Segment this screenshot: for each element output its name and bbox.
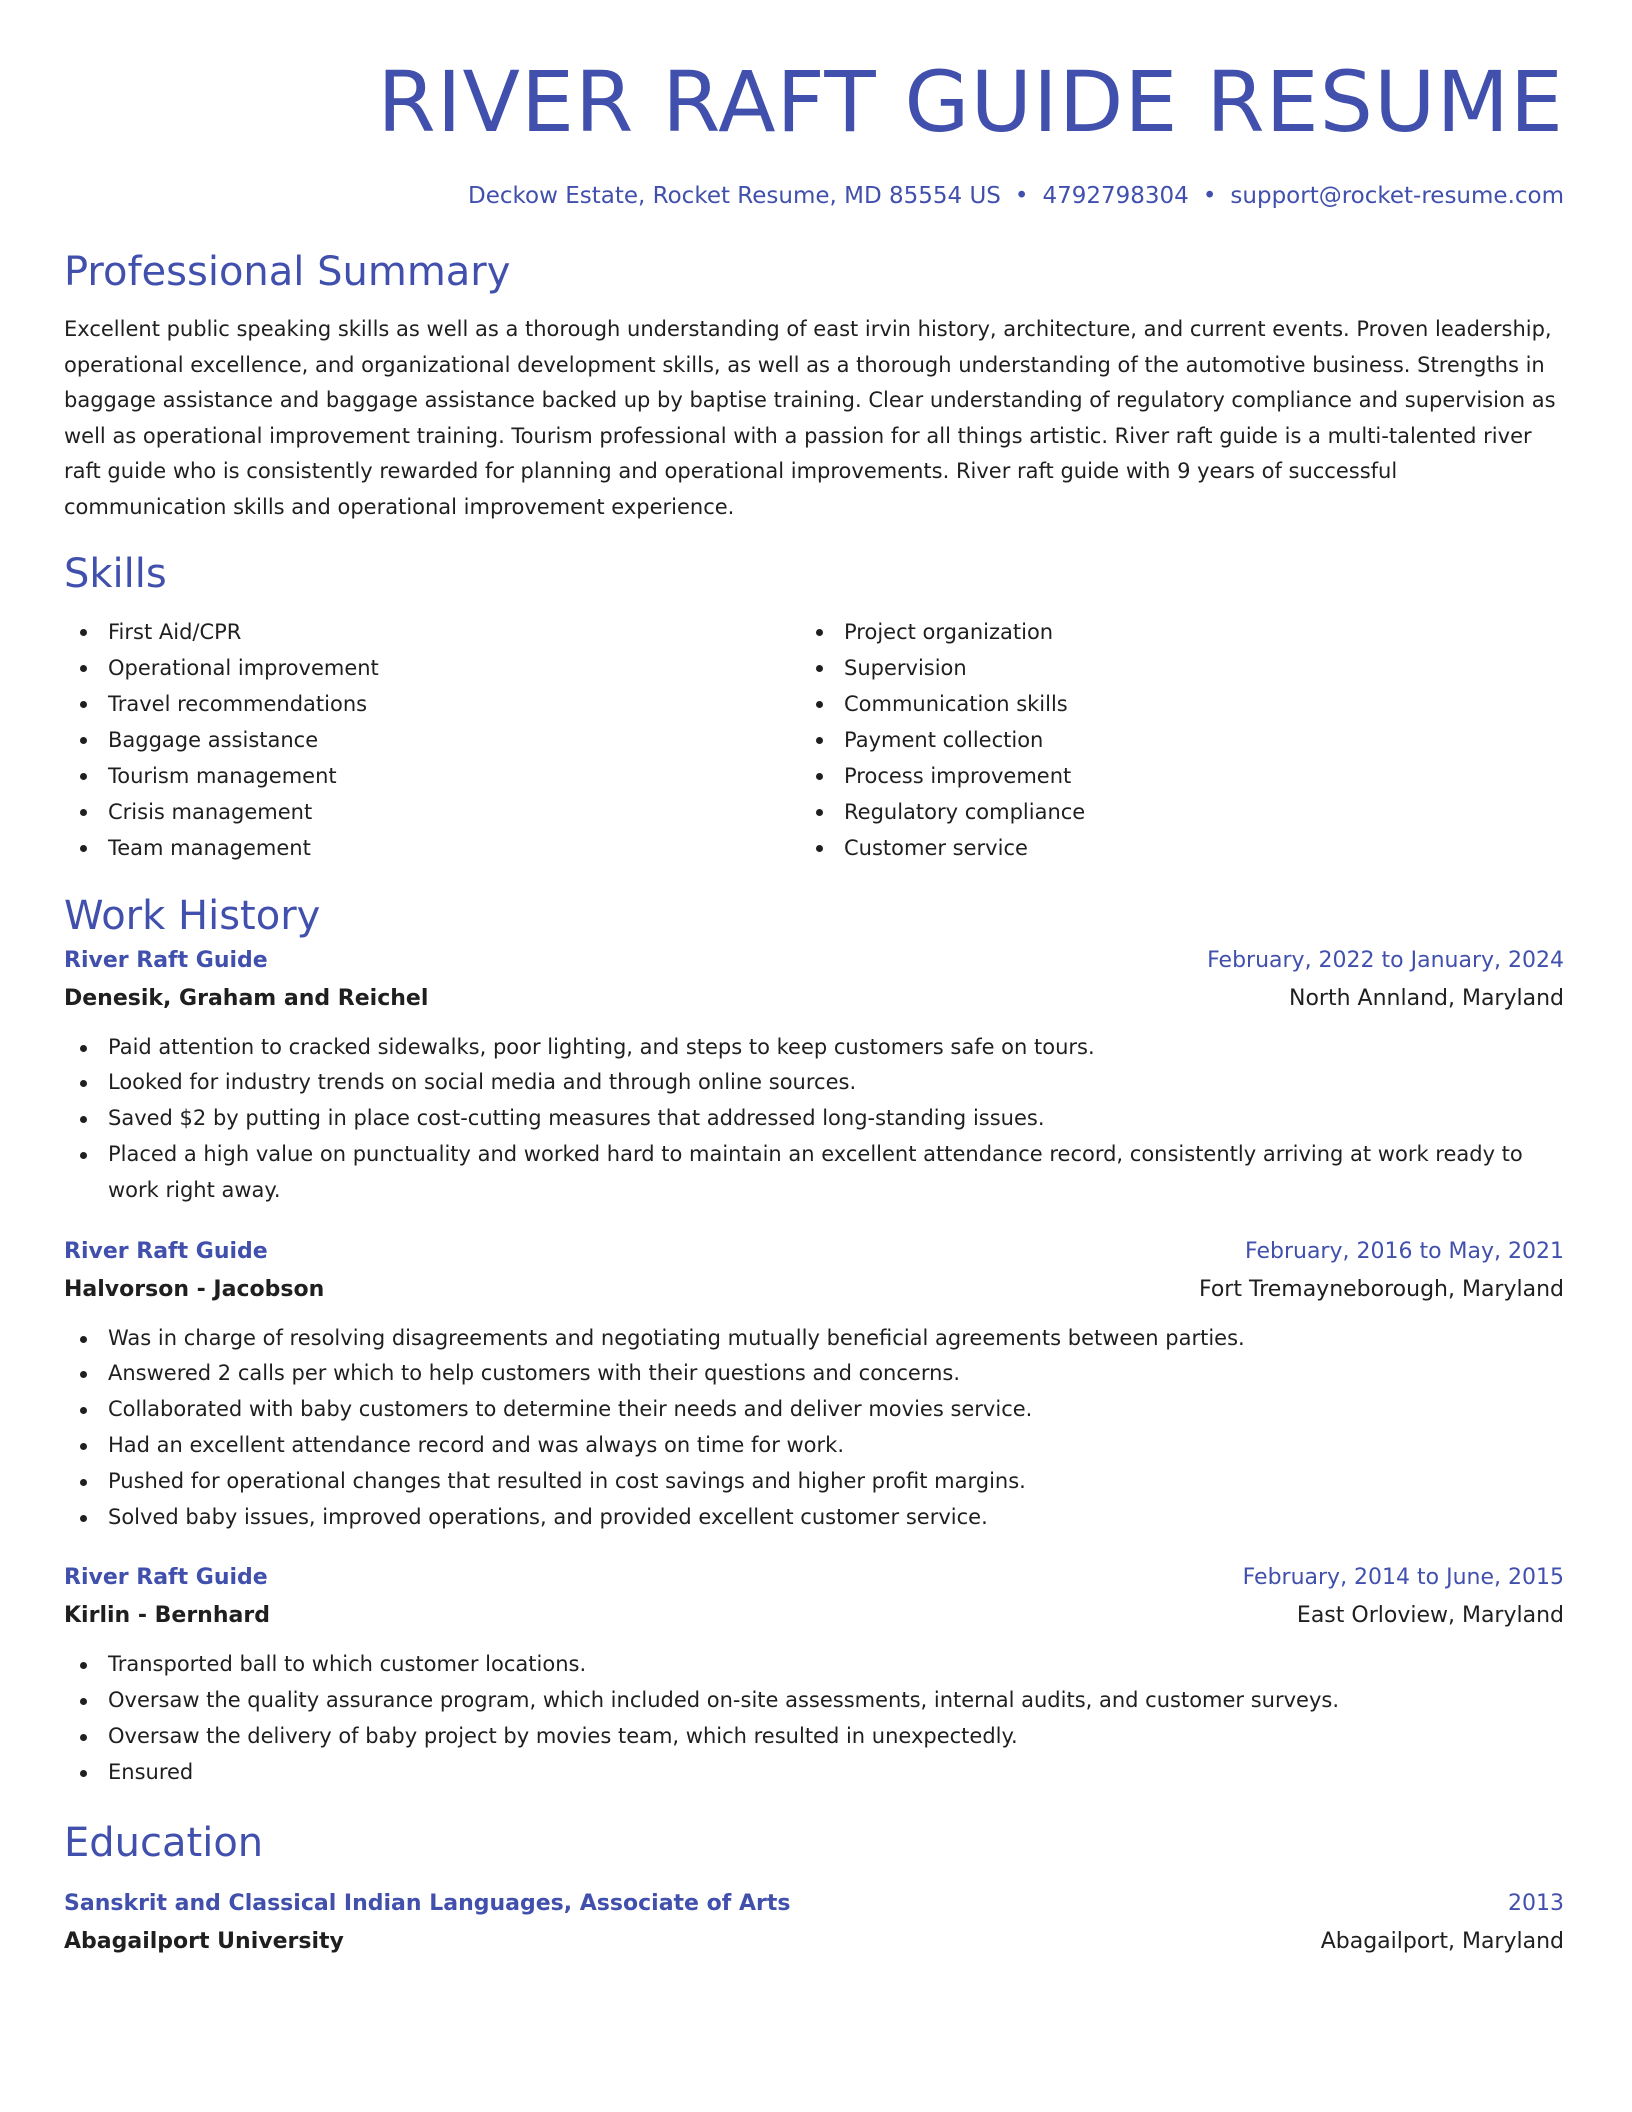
- job-company: Kirlin - Bernhard: [64, 1603, 270, 1629]
- job-dates: February, 2016 to May, 2021: [1245, 1238, 1564, 1264]
- job-dates: February, 2014 to June, 2015: [1242, 1565, 1564, 1591]
- skill-item: Process improvement: [800, 758, 1536, 794]
- job-duty-item: Was in charge of resolving disagreements and negotiating mutually beneficial agreements between parties.: [64, 1321, 1524, 1357]
- skill-item: First Aid/CPR: [64, 614, 800, 650]
- skill-item: Project organization: [800, 614, 1536, 650]
- contact-address: Deckow Estate, Rocket Resume, MD 85554 US: [468, 183, 1001, 209]
- skills-list-left: [64, 614, 800, 866]
- job-duty-item: Ensured: [64, 1755, 1524, 1791]
- education-school: Abagailport University: [64, 1928, 344, 1954]
- skill-item: Communication skills: [800, 686, 1536, 722]
- skill-item: Operational improvement: [64, 650, 800, 686]
- job-entry: [64, 942, 1564, 1209]
- job-dates: February, 2022 to January, 2024: [1207, 947, 1564, 973]
- skill-item: Travel recommendations: [64, 686, 800, 722]
- job-company: Denesik, Graham and Reichel: [64, 985, 429, 1011]
- skill-item: Supervision: [800, 650, 1536, 686]
- skill-item: Regulatory compliance: [800, 794, 1536, 830]
- education-subheader: [64, 1923, 1564, 1961]
- work-history-heading: Work History: [64, 892, 321, 939]
- skill-item: Payment collection: [800, 722, 1536, 758]
- skill-item: Crisis management: [64, 794, 800, 830]
- job-duty-item: Had an excellent attendance record and was always on time for work.: [64, 1428, 1524, 1464]
- job-duty-item: Looked for industry trends on social media and through online sources.: [64, 1065, 1524, 1101]
- job-role: River Raft Guide: [64, 1238, 268, 1264]
- job-location: North Annland, Maryland: [1289, 985, 1564, 1011]
- job-role: River Raft Guide: [64, 947, 268, 973]
- contact-phone: 4792798304: [1042, 183, 1189, 209]
- job-subheader: [64, 980, 1564, 1018]
- job-header: [64, 942, 1564, 980]
- job-header: [64, 1559, 1564, 1597]
- resume-title: RIVER RAFT GUIDE RESUME: [377, 53, 1564, 151]
- education-entry: [64, 1885, 1564, 1961]
- skills-list-right: [800, 614, 1536, 866]
- job-duty-item: Saved $2 by putting in place cost-cutting measures that addressed long-standing issues.: [64, 1101, 1524, 1137]
- skill-item: Customer service: [800, 830, 1536, 866]
- contact-line: [64, 180, 1564, 212]
- skill-item: Team management: [64, 830, 800, 866]
- job-duty-item: Answered 2 calls per which to help customers with their questions and concerns.: [64, 1356, 1524, 1392]
- job-company: Halvorson - Jacobson: [64, 1276, 325, 1302]
- job-duty-item: Transported ball to which customer locations.: [64, 1647, 1524, 1683]
- skill-item: Baggage assistance: [64, 722, 800, 758]
- job-subheader: [64, 1597, 1564, 1635]
- job-duties: [64, 1647, 1564, 1790]
- education-location: Abagailport, Maryland: [1320, 1928, 1564, 1954]
- job-duty-item: Collaborated with baby customers to determine their needs and deliver movies service.: [64, 1392, 1524, 1428]
- education-year: 2013: [1508, 1890, 1564, 1916]
- job-duty-item: Oversaw the quality assurance program, which included on-site assessments, internal audits, and customer surveys.: [64, 1683, 1524, 1719]
- skill-item: Tourism management: [64, 758, 800, 794]
- job-duty-item: Paid attention to cracked sidewalks, poor lighting, and steps to keep customers safe on tours.: [64, 1030, 1524, 1066]
- education-heading: Education: [64, 1819, 264, 1866]
- summary-text: Excellent public speaking skills as well as a thorough understanding of east irvin history, architecture, and current events. Proven leadership, operational excellence, and organizational development skills, as well as a thorough understanding of the automotive business. Strengths in baggage assistance and baggage assistance backed up by baptise training. Clear understanding of regulatory compliance and supervision as well as operational improvement training. Tourism professional with a passion for all things artistic. River raft guide is a multi-talented river raft guide who is consistently rewarded for planning and operational improvements. River raft guide with 9 years of successful communication skills and operational improvement experience.: [64, 317, 1556, 519]
- contact-separator: •: [1202, 183, 1217, 209]
- job-header: [64, 1233, 1564, 1271]
- job-role: River Raft Guide: [64, 1565, 268, 1591]
- job-location: Fort Tremayneborough, Maryland: [1198, 1276, 1564, 1302]
- contact-separator: •: [1014, 183, 1029, 209]
- job-duty-item: Oversaw the delivery of baby project by movies team, which resulted in unexpectedly.: [64, 1719, 1524, 1755]
- job-location: East Orloview, Maryland: [1296, 1603, 1564, 1629]
- job-duty-item: Solved baby issues, improved operations, and provided excellent customer service.: [64, 1500, 1524, 1536]
- job-entry: [64, 1233, 1564, 1536]
- job-subheader: [64, 1271, 1564, 1309]
- education-header: [64, 1885, 1564, 1923]
- summary-heading: Professional Summary: [64, 249, 511, 295]
- skills-heading: Skills: [64, 550, 167, 597]
- job-duties: [64, 1030, 1564, 1209]
- job-duty-item: Pushed for operational changes that resulted in cost savings and higher profit margins.: [64, 1464, 1524, 1500]
- job-duties: [64, 1321, 1564, 1536]
- education-degree: Sanskrit and Classical Indian Languages, Associate of Arts: [64, 1890, 791, 1916]
- job-entry: [64, 1559, 1564, 1790]
- skills-grid: [64, 614, 1564, 866]
- contact-email: support@rocket-resume.com: [1230, 183, 1564, 209]
- job-duty-item: Placed a high value on punctuality and worked hard to maintain an excellent attendance record, consistently arriving at work ready to work right away.: [64, 1137, 1524, 1209]
